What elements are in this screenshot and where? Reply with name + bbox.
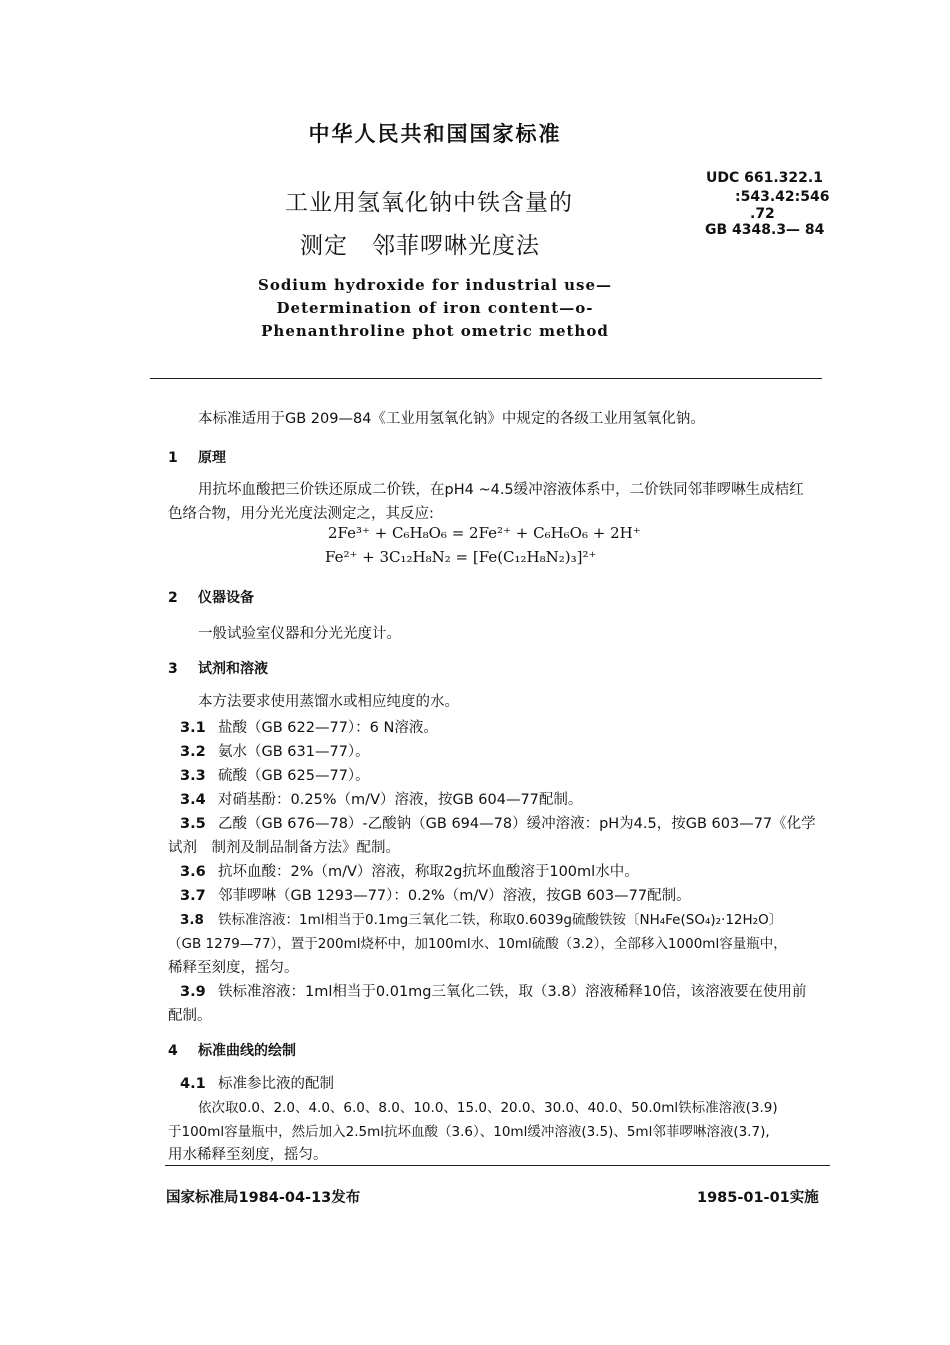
item-text: 铁标准溶液：1ml相当于0.01mg三氧化二铁，取（3.8）溶液稀释10倍，该溶液要在使用前 [218,984,807,1000]
gb-number: GB 4348.3— 84 [705,222,825,238]
curve-text-line-2: 于100ml容量瓶中，然后加入2.5ml抗坏血酸（3.6）、10ml缓冲溶液(3.5)、5ml邻菲啰啉溶液(3.7), [168,1124,770,1140]
principle-text-line-1: 用抗坏血酸把三价铁还原成二价铁，在pH4 ~4.5缓冲溶液体系中，二价铁同邻菲啰啉生成桔红 [198,482,804,498]
reagent-item [180,716,438,737]
item-number: 4.1 [180,1076,206,1092]
udc-code-line-3: .72 [750,206,775,222]
effective-date: 1985-01-01实施 [697,1190,819,1206]
curve-text-line-1: 依次取0.0、2.0、4.0、6.0、8.0、10.0、15.0、20.0、30.0、40.0、50.0ml铁标准溶液(3.9) [198,1100,778,1116]
section-3-heading [168,658,268,678]
reagent-item-continued: 配制。 [168,1008,212,1024]
reagent-item [180,980,807,1001]
item-number: 3.9 [180,984,206,1000]
item-text: 抗坏血酸：2%（m/V）溶液，称取2g抗坏血酸溶于100ml水中。 [218,864,639,880]
reagent-item [180,764,370,785]
section-number: 3 [168,661,178,677]
scope-paragraph: 本标准适用于GB 209—84《工业用氢氧化钠》中规定的各级工业用氢氧化钠。 [198,411,705,427]
section-number: 4 [168,1043,178,1059]
section-title: 试剂和溶液 [198,661,268,677]
title-en-line-3: Phenanthroline phot ometric method [261,322,609,340]
title-cn-line-1: 工业用氢氧化钠中铁含量的 [285,190,573,216]
udc-code-line-2: :543.42:546 [735,189,830,205]
header-divider [150,378,822,379]
item-text: 硫酸（GB 625—77）。 [218,768,370,784]
reagent-item [180,788,582,809]
item-number: 3.4 [180,792,206,808]
curve-text-line-3: 用水稀释至刻度，摇匀。 [168,1147,328,1163]
section-number: 2 [168,590,178,606]
reagent-item [180,860,639,881]
section-title: 原理 [198,450,226,466]
title-en-line-1: Sodium hydroxide for industrial use— [257,276,613,294]
reagent-item-continued: （GB 1279—77），置于200ml烧杯中，加100ml水、10ml硫酸（3.2），全部移入1000ml容量瓶中， [168,936,787,952]
section-number: 1 [168,450,178,466]
reagent-item [180,812,816,833]
reagent-item-continued: 稀释至刻度，摇匀。 [168,960,299,976]
title-en-line-2: Determination of iron content—o- [276,299,594,317]
item-text: 对硝基酚：0.25%（m/V）溶液，按GB 604—77配制。 [218,792,583,808]
item-number: 3.5 [180,816,206,832]
section-2-heading [168,587,254,607]
reagent-item-continued: 试剂 制剂及制品制备方法》配制。 [168,840,400,856]
reagents-intro: 本方法要求使用蒸馏水或相应纯度的水。 [198,694,459,710]
section-title: 标准曲线的绘制 [198,1043,296,1059]
item-text: 盐酸（GB 622—77）：6 N溶液。 [218,720,438,736]
udc-code-line-1: UDC 661.322.1 [706,170,823,186]
reaction-equation-1: 2Fe³⁺ + C₆H₈O₆ = 2Fe²⁺ + C₆H₆O₆ + 2H⁺ [328,524,641,542]
reagent-item [180,884,691,905]
item-text: 乙酸（GB 676—78）-乙酸钠（GB 694—78）缓冲溶液：pH为4.5，按GB 603—77《化学 [218,816,816,832]
subsection-4-1-heading [180,1072,334,1093]
reaction-equation-2: Fe²⁺ + 3C₁₂H₈N₂ = [Fe(C₁₂H₈N₂)₃]²⁺ [325,548,597,566]
apparatus-text: 一般试验室仪器和分光光度计。 [198,626,401,642]
reagent-item [180,908,782,928]
section-4-heading [168,1040,296,1060]
footer-divider [165,1165,830,1166]
issue-date: 国家标准局1984-04-13发布 [166,1190,361,1206]
item-number: 3.7 [180,888,206,904]
item-text: 铁标准溶液：1ml相当于0.1mg三氧化二铁，称取0.6039g硫酸铁铵〔NH₄Fe(SO₄)₂·12H₂O〕 [218,912,783,928]
principle-text-line-2: 色络合物，用分光光度法测定之，其反应: [168,506,434,522]
item-number: 3.2 [180,744,206,760]
item-number: 3.6 [180,864,206,880]
subsection-title: 标准参比液的配制 [218,1076,334,1092]
standard-org-title: 中华人民共和国国家标准 [308,122,562,146]
item-text: 氨水（GB 631—77）。 [218,744,370,760]
section-title: 仪器设备 [198,590,254,606]
reagent-item [180,740,370,761]
section-1-heading [168,447,226,467]
item-number: 3.3 [180,768,206,784]
title-cn-line-2: 测定 邻菲啰啉光度法 [300,233,540,259]
item-number: 3.1 [180,720,206,736]
item-number: 3.8 [180,912,204,928]
item-text: 邻菲啰啉（GB 1293—77）：0.2%（m/V）溶液，按GB 603—77配制。 [218,888,691,904]
